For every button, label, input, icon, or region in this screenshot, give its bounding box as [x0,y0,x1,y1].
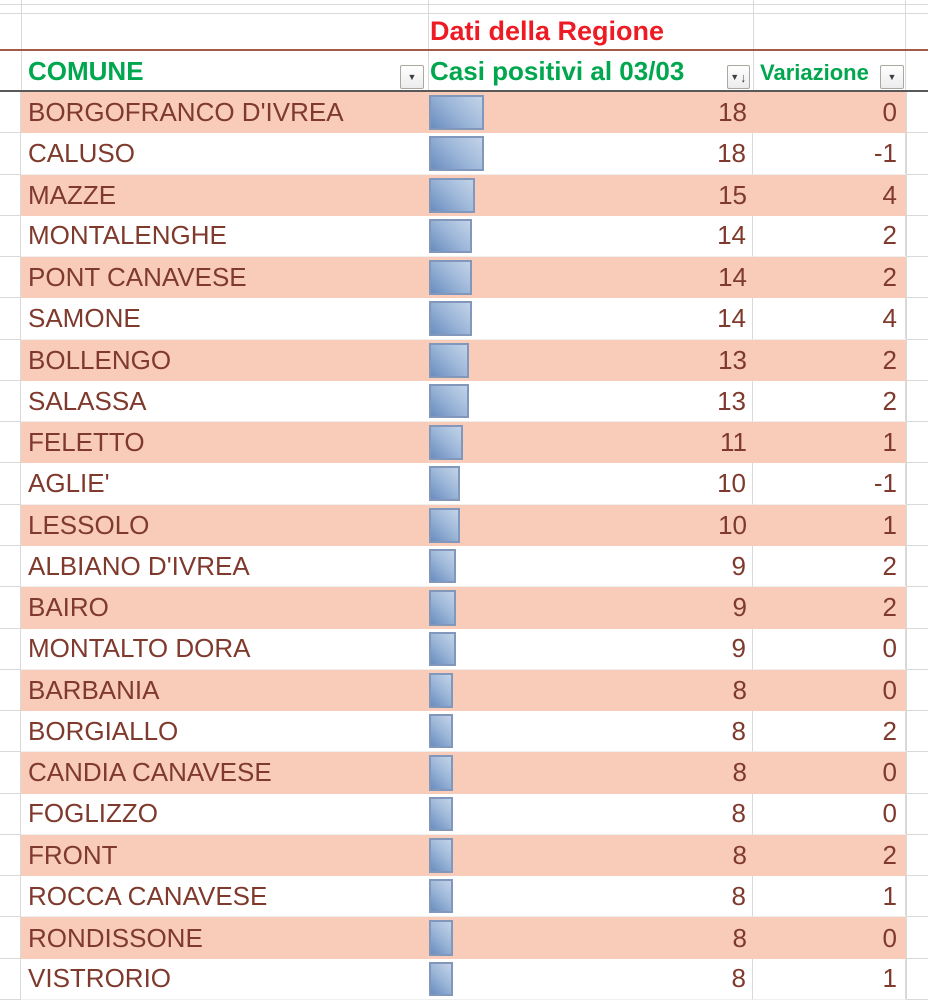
data-bar [429,879,453,913]
casi-positivi-cell[interactable] [428,917,753,958]
casi-positivi-cell[interactable] [428,546,753,587]
casi-positivi-value: 15 [718,179,747,210]
row-margin-cell[interactable] [0,794,21,835]
sort-descending-icon: ↓ [740,69,747,85]
variazione-cell[interactable]: 2 [753,587,906,628]
data-bar [429,178,475,213]
casi-positivi-value: 14 [717,302,746,333]
comune-cell[interactable]: AGLIE' [21,463,428,504]
table-row [0,257,928,298]
row-margin-cell[interactable] [906,175,928,216]
table-row [0,917,928,958]
table-row [0,381,928,422]
sort-filter-button-casi[interactable] [727,65,750,89]
casi-positivi-value: 8 [731,880,746,911]
casi-positivi-cell[interactable] [428,711,753,752]
casi-positivi-value: 8 [732,757,747,788]
variazione-cell[interactable]: 2 [753,835,906,876]
casi-positivi-value: 8 [732,674,747,705]
variazione-cell[interactable]: -1 [753,463,906,504]
data-bar [429,425,463,460]
row-margin-cell[interactable] [0,216,21,257]
row-margin-cell[interactable] [906,711,928,752]
table-row [0,92,928,133]
row-margin-cell[interactable] [906,835,928,876]
casi-positivi-value: 14 [718,262,747,293]
row-margin-cell[interactable] [906,876,928,917]
casi-positivi-value: 9 [731,633,746,664]
data-bar [429,714,453,748]
casi-positivi-cell[interactable] [428,381,753,422]
comune-cell[interactable]: BARBANIA [21,670,428,711]
row-margin-cell[interactable] [906,216,928,257]
row-margin-cell[interactable] [0,340,21,381]
variazione-cell[interactable]: 2 [753,216,906,257]
table-row [0,629,928,670]
data-bar [429,755,453,790]
row-margin-cell[interactable] [0,422,21,463]
filter-arrow-icon: ▼ [887,71,897,82]
table-row [0,835,928,876]
variazione-cell[interactable]: -1 [753,133,906,174]
row-margin-cell[interactable] [0,917,21,958]
row-margin-cell[interactable] [0,298,21,339]
data-bar [429,797,453,831]
casi-positivi-value: 8 [731,963,746,994]
casi-positivi-cell[interactable] [428,133,753,174]
casi-positivi-value: 8 [732,840,747,871]
variazione-cell[interactable]: 0 [753,917,906,958]
casi-positivi-value: 13 [718,344,747,375]
comune-cell[interactable]: VISTRORIO [21,959,428,1000]
comune-cell[interactable]: MAZZE [21,175,428,216]
filter-button-variazione[interactable] [880,65,904,89]
table-row [0,876,928,917]
variazione-cell[interactable]: 4 [753,175,906,216]
row-margin-cell[interactable] [906,794,928,835]
row-margin-cell[interactable] [906,917,928,958]
casi-positivi-cell[interactable] [428,794,753,835]
comune-cell[interactable]: BAIRO [21,587,428,628]
row-margin-cell[interactable] [0,587,21,628]
row-margin-cell[interactable] [906,257,928,298]
variazione-cell[interactable]: 2 [753,381,906,422]
data-bar [429,95,484,130]
comune-cell[interactable]: RONDISSONE [21,917,428,958]
casi-positivi-value: 18 [718,97,747,128]
casi-positivi-value: 18 [717,137,746,168]
row-margin-cell[interactable] [906,298,928,339]
casi-positivi-value: 14 [717,220,746,251]
comune-cell[interactable]: SALASSA [21,381,428,422]
comune-cell[interactable]: FELETTO [21,422,428,463]
variazione-cell[interactable]: 2 [753,340,906,381]
row-margin-cell[interactable] [906,587,928,628]
column-header-casi-positivi: Casi positivi al 03/03 [430,56,685,86]
row-margin-cell[interactable] [906,670,928,711]
casi-positivi-cell[interactable] [428,752,753,793]
row-margin-cell[interactable] [0,546,21,587]
casi-positivi-cell[interactable] [428,92,753,133]
row-margin-cell[interactable] [906,422,928,463]
row-margin-cell[interactable] [0,711,21,752]
comune-cell[interactable]: FRONT [21,835,428,876]
casi-positivi-cell[interactable] [428,463,753,504]
row-margin-cell[interactable] [0,835,21,876]
table-row [0,711,928,752]
table-row [0,546,928,587]
row-margin-cell[interactable] [0,670,21,711]
table-body [0,92,928,1000]
row-margin-cell[interactable] [0,752,21,793]
data-bar [429,920,453,955]
row-margin-cell[interactable] [0,629,21,670]
casi-positivi-cell[interactable] [428,876,753,917]
filter-arrow-icon: ▼ [730,71,740,82]
variazione-cell[interactable]: 0 [753,670,906,711]
comune-cell[interactable]: FOGLIZZO [21,794,428,835]
comune-cell[interactable]: LESSOLO [21,505,428,546]
casi-positivi-cell[interactable] [428,587,753,628]
filter-button-comune[interactable] [400,65,424,89]
table-row [0,175,928,216]
data-bar [429,838,453,873]
data-bar [429,673,453,708]
row-margin-cell[interactable] [906,629,928,670]
row-margin-cell[interactable] [906,959,928,1000]
data-bar [429,590,456,625]
data-bar [429,136,484,170]
table-row [0,794,928,835]
data-bar [429,632,456,666]
row-margin-cell[interactable] [906,752,928,793]
casi-positivi-value: 10 [718,509,747,540]
comune-cell[interactable]: PONT CANAVESE [21,257,428,298]
gridline [0,4,928,5]
row-margin-cell[interactable] [0,959,21,1000]
casi-positivi-value: 13 [717,385,746,416]
table-row [0,340,928,381]
row-margin-cell[interactable] [906,546,928,587]
casi-positivi-value: 9 [731,550,746,581]
comune-cell[interactable]: ROCCA CANAVESE [21,876,428,917]
casi-positivi-cell[interactable] [428,257,753,298]
row-margin-cell[interactable] [0,381,21,422]
comune-cell[interactable]: ALBIANO D'IVREA [21,546,428,587]
variazione-cell[interactable]: 1 [753,876,906,917]
data-bar [429,466,460,500]
table-row [0,670,928,711]
comune-cell[interactable]: MONTALTO DORA [21,629,428,670]
row-margin-cell[interactable] [906,505,928,546]
comune-cell[interactable]: BORGIALLO [21,711,428,752]
casi-positivi-cell[interactable] [428,959,753,1000]
row-margin-cell[interactable] [0,133,21,174]
row-margin-cell[interactable] [0,175,21,216]
column-header-variazione: Variazione [760,60,869,85]
casi-positivi-cell[interactable] [428,670,753,711]
table-row [0,587,928,628]
casi-positivi-cell[interactable] [428,835,753,876]
variazione-cell[interactable]: 2 [753,257,906,298]
data-bar [429,260,472,295]
row-margin-cell[interactable] [0,257,21,298]
table-row [0,298,928,339]
data-bar [429,508,460,543]
row-margin-cell[interactable] [0,505,21,546]
variazione-cell[interactable]: 0 [753,752,906,793]
row-margin-cell[interactable] [906,133,928,174]
casi-positivi-cell[interactable] [428,629,753,670]
row-margin-cell[interactable] [0,876,21,917]
comune-cell[interactable]: CANDIA CANAVESE [21,752,428,793]
data-bar [429,343,469,378]
variazione-cell[interactable]: 0 [753,629,906,670]
table-row [0,133,928,174]
data-bar [429,962,453,996]
comune-cell[interactable]: BORGOFRANCO D'IVREA [21,92,428,133]
comune-cell[interactable]: BOLLENGO [21,340,428,381]
table-row [0,463,928,504]
row-margin-cell[interactable] [906,463,928,504]
gridline [21,0,22,92]
variazione-cell[interactable]: 1 [753,505,906,546]
casi-positivi-cell[interactable] [428,216,753,257]
variazione-cell[interactable]: 0 [753,794,906,835]
variazione-cell[interactable]: 1 [753,422,906,463]
data-bar [429,384,469,418]
variazione-cell[interactable]: 0 [753,92,906,133]
casi-positivi-value: 9 [732,592,747,623]
title-divider [0,49,928,51]
casi-positivi-cell[interactable] [428,175,753,216]
table-row [0,752,928,793]
casi-positivi-value: 8 [731,798,746,829]
casi-positivi-cell[interactable] [428,340,753,381]
variazione-cell[interactable]: 1 [753,959,906,1000]
column-header-comune: COMUNE [28,56,144,86]
comune-cell[interactable]: SAMONE [21,298,428,339]
casi-positivi-cell[interactable] [428,505,753,546]
variazione-cell[interactable]: 4 [753,298,906,339]
table-row [0,216,928,257]
row-margin-cell[interactable] [0,463,21,504]
row-margin-cell[interactable] [0,92,21,133]
casi-positivi-value: 8 [732,922,747,953]
data-bar [429,219,472,253]
comune-cell[interactable]: MONTALENGHE [21,216,428,257]
casi-positivi-value: 11 [720,427,747,458]
comune-cell[interactable]: CALUSO [21,133,428,174]
row-margin-cell[interactable] [906,92,928,133]
casi-positivi-cell[interactable] [428,298,753,339]
page-title: Dati della Regione [430,16,665,46]
casi-positivi-cell[interactable] [428,422,753,463]
casi-positivi-value: 8 [731,715,746,746]
variazione-cell[interactable]: 2 [753,711,906,752]
table-row [0,505,928,546]
data-bar [429,549,456,583]
data-bar [429,301,472,335]
gridline [428,0,429,90]
table-row [0,959,928,1000]
casi-positivi-value: 10 [717,468,746,499]
variazione-cell[interactable]: 2 [753,546,906,587]
gridline [753,0,754,90]
table-row [0,422,928,463]
filter-arrow-icon: ▼ [407,71,417,82]
row-margin-cell[interactable] [906,381,928,422]
row-margin-cell[interactable] [906,340,928,381]
